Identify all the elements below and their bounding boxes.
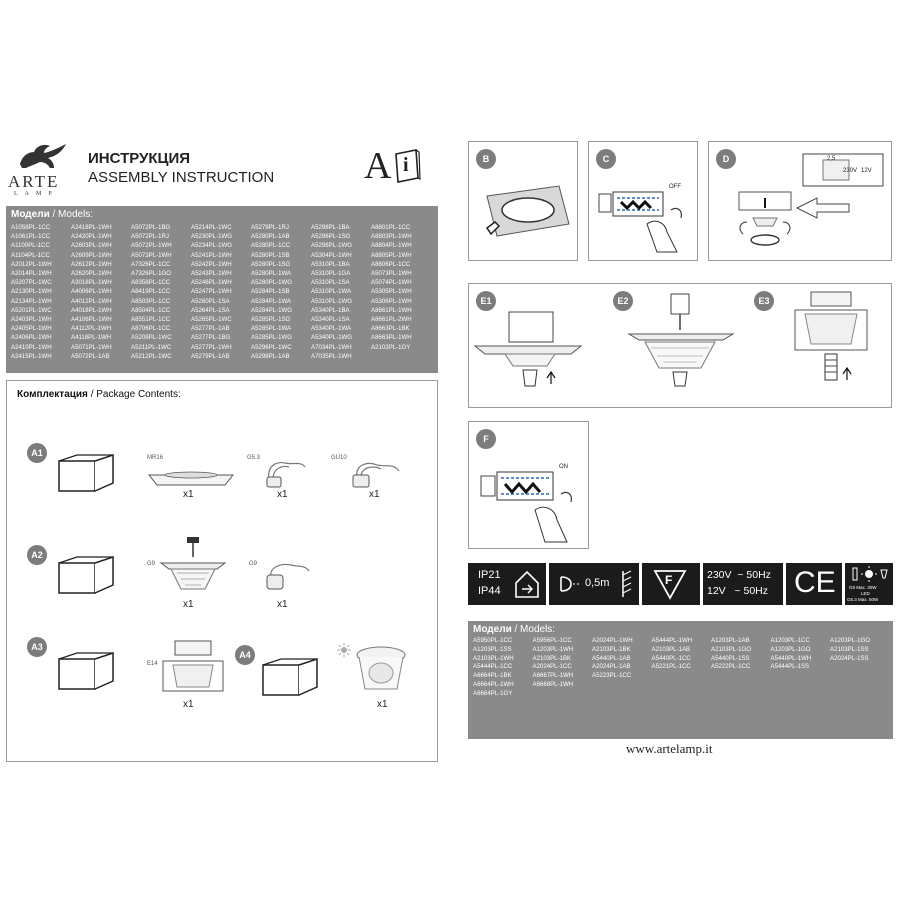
model-code: A5310PL-1WG (311, 297, 352, 305)
model-code (711, 681, 771, 690)
model-code (592, 681, 652, 690)
model-code: A5265PL-1WC (191, 316, 232, 324)
box-icon (55, 555, 117, 597)
switch-off-label: OFF (669, 184, 681, 190)
model-code: A5440PL-1CC (651, 654, 691, 662)
model-code (830, 681, 890, 690)
model-code: A5284PL-1SB (251, 288, 290, 296)
label-mr16: MR16 (147, 455, 164, 461)
model-code: A5072PL-1AB (71, 352, 110, 360)
model-code: A5440PL-1SS (711, 654, 750, 662)
qty-e14: x1 (183, 699, 194, 710)
model-code: A8806PL-1CC (371, 260, 411, 268)
model-code: A1061PL-1CC (11, 233, 51, 241)
model-code: A2406PL-1WH (11, 334, 52, 342)
model-code: A5277PL-1WH (191, 343, 232, 351)
model-code: A5243PL-1WH (191, 270, 232, 278)
model-code: A5306PL-1WH (371, 297, 412, 305)
models-heading (6, 206, 438, 220)
model-code: A4012PL-1WH (71, 297, 112, 305)
install-arrow-image (719, 178, 889, 258)
model-code: A5310PL-1GA (311, 270, 351, 278)
e1-bulb-install-image (475, 306, 585, 402)
models-heading-en: / Models: (514, 624, 556, 635)
square-fixture-image (157, 639, 229, 697)
mr16-frame-image (145, 465, 237, 487)
g9-socket-image (259, 559, 311, 593)
step-e-panel (468, 283, 892, 408)
model-code: A7034PL-1WH (311, 343, 352, 351)
package-contents-panel (6, 380, 438, 762)
box-icon (55, 453, 117, 495)
model-code: A8504PL-1CC (131, 306, 171, 314)
model-code: A5285PL-1WA (251, 325, 292, 333)
qty-mr16: x1 (183, 489, 194, 500)
model-code: A1203PL-1GO (830, 637, 870, 644)
model-code: A5310PL-1BA (311, 260, 350, 268)
model-code: A6667PL-1WH (532, 672, 574, 680)
model-code: A8358PL-1CC (131, 279, 171, 287)
model-code: A4112PL-1WH (71, 325, 112, 333)
model-code: A5264PL-1SA (191, 306, 230, 314)
model-code: A5285PL-1SG (251, 316, 291, 324)
model-code: A4006PL-1WH (71, 288, 112, 296)
row-label-a2: A2 (27, 545, 47, 565)
house-icon (514, 569, 540, 599)
qty-g53: x1 (277, 489, 288, 500)
ceiling-cutout-image (483, 182, 571, 238)
model-code: A5340PL-1SA (311, 316, 350, 324)
spec-lamp-block (845, 563, 893, 605)
model-code: A4106PL-1WH (71, 316, 112, 324)
output-voltage-label: 12V (861, 168, 872, 174)
model-code: A2410PL-1WH (11, 343, 52, 351)
badge-letter: A (364, 145, 392, 187)
model-code: A2024PL-1SS (830, 654, 869, 662)
model-code: A8503PL-1CC (131, 297, 171, 305)
model-code: A5222PL-1CC (711, 663, 751, 671)
model-code: A8661PL-2WH (371, 316, 412, 324)
box-icon (259, 657, 321, 699)
model-code: A5440PL-1WH (770, 654, 812, 662)
step-e1-label: E1 (476, 291, 496, 311)
model-code: A8803PL-1WH (371, 233, 412, 241)
models-grid (6, 223, 438, 361)
website-url[interactable]: www.artelamp.it (626, 741, 713, 756)
step-f-panel (468, 421, 589, 549)
gu10-socket-image (343, 457, 403, 491)
model-code: A5298PL-1SG (311, 233, 351, 241)
instruction-badge (364, 144, 424, 190)
step-b-panel (468, 141, 578, 261)
model-code: A8805PL-1WH (371, 251, 412, 259)
label-g9-socket: G9 (249, 561, 258, 567)
model-code: A5304PL-1WH (311, 251, 352, 259)
model-code: A5444PL-1CC (473, 663, 513, 671)
model-code: A2024PL-1AB (592, 663, 631, 671)
model-code: A5340PL-1WA (311, 325, 352, 333)
model-code: A5073PL-1WH (371, 270, 412, 278)
model-code: A5340PL-1BA (311, 306, 350, 314)
package-title-en: / Package Contents: (90, 389, 181, 400)
label-g9-fixture: G9 (147, 561, 156, 567)
model-code: A6668PL-1WH (532, 680, 574, 688)
model-code: A1058PL-1CC (11, 224, 51, 231)
wire-size-label: 2,5 (827, 156, 836, 162)
lamp-distance-icon (557, 575, 579, 593)
model-code: A5207PL-1WC (11, 279, 52, 287)
model-code (533, 690, 593, 699)
label-e14: E14 (147, 661, 158, 667)
model-code: A2130PL-1WH (11, 288, 52, 296)
model-code (711, 690, 771, 699)
model-code: A7035PL-1WH (311, 352, 352, 360)
g53-socket-image (259, 457, 309, 491)
model-code: A5247PL-1WH (191, 288, 232, 296)
ce-mark: CE (794, 566, 836, 599)
spec-ce-block (786, 563, 842, 605)
qty-gu10: x1 (369, 489, 380, 500)
model-code: A2103PL-1GO (711, 645, 751, 653)
qty-g9-socket: x1 (277, 599, 288, 610)
model-code (830, 663, 890, 672)
qty-g9-fixture: x1 (183, 599, 194, 610)
model-code: A5280PL-1AB (251, 233, 290, 241)
lamp-g53-spec: G5.3 Max. 50W (847, 597, 879, 602)
model-code: A2420PL-1WH (71, 233, 112, 241)
step-b-label: B (476, 149, 496, 169)
models-heading-ru: Модели (11, 209, 50, 220)
model-code: A5284PL-1WA (251, 297, 292, 305)
model-code: A2103PL-1SS (830, 645, 869, 653)
model-code (771, 690, 831, 699)
model-code: A2024PL-1WH (592, 637, 633, 644)
model-code: A5073PL-1WH (131, 251, 172, 259)
model-code: A5279PL-1RJ (251, 224, 289, 231)
model-code: A5221PL-1CC (651, 663, 691, 671)
switch-on-label: ON (559, 464, 568, 470)
model-code: A5223PL-1CC (592, 672, 632, 680)
box-icon (55, 651, 117, 693)
model-code: A5201PL-1WC (11, 306, 52, 314)
model-code (830, 690, 890, 699)
model-code: A2134PL-1WH (11, 297, 52, 305)
model-code: A5260PL-1SA (191, 297, 230, 305)
model-code: A1100PL-1CC (11, 242, 50, 250)
model-code: A6664PL-1GY (473, 689, 513, 697)
model-code: A2103PL-1BK (532, 654, 572, 662)
model-code: A8551PL-1CC (131, 316, 171, 324)
model-code: A2403PL-1WH (11, 316, 52, 324)
lamp-led-spec: LED (861, 591, 870, 596)
model-code: A5310PL-1SA (311, 279, 350, 287)
model-code: A5298PL-1WG (311, 242, 352, 250)
models-heading-en: / Models: (52, 209, 94, 220)
model-code: A8801PL-1CC (371, 224, 411, 231)
min-distance-value: 0,5m (585, 577, 610, 589)
model-code: A5444PL-1SS (770, 663, 810, 671)
model-code: A5074PL-1WH (371, 279, 412, 287)
model-code: A5246PL-1WH (191, 279, 232, 287)
model-code: A5280PL-1CC (251, 242, 291, 250)
lamp-g9-spec: G9 Max. 30W (849, 585, 877, 590)
model-code: A5072PL-1WH (131, 242, 172, 250)
sun-led-icon (337, 643, 351, 657)
model-code: A1203PL-1SS (473, 645, 512, 653)
logo-arte-text: ARTE (8, 172, 60, 191)
voltage-230v: 230V ~ 50Hz (707, 569, 771, 581)
model-code: A5234PL-1WG (191, 242, 232, 250)
model-code: A5444PL-1WH (651, 637, 693, 644)
models-heading-ru: Модели (473, 624, 512, 635)
bulb-types-icon (849, 566, 889, 582)
model-code: A2620PL-1WH (71, 270, 112, 278)
model-code: A5279PL-1AB (191, 352, 230, 360)
model-code: A2024PL-1CC (532, 663, 572, 671)
model-code: A2405PL-1WH (11, 325, 52, 333)
model-code: A5277PL-1BG (191, 334, 231, 342)
model-code: A5305PL-1WH (371, 288, 412, 296)
model-code: A5340PL-1WG (311, 334, 352, 342)
model-code: A8663PL-1BK (371, 325, 410, 333)
model-code: A5296PL-1WC (251, 343, 292, 351)
package-title-ru: Комплектация (17, 389, 88, 400)
model-code (652, 672, 712, 681)
model-code: A5208PL-1WC (131, 334, 172, 342)
model-code: A5956PL-1CC (532, 637, 572, 644)
model-code: A2418PL-1WH (71, 224, 112, 231)
model-code (652, 690, 712, 699)
model-code: A5950PL-1CC (473, 637, 513, 644)
page-title-en: ASSEMBLY INSTRUCTION (88, 169, 275, 186)
model-code: A4018PL-1WH (71, 306, 112, 314)
model-code: A8804PL-1WH (371, 242, 412, 250)
models-list-bottom (468, 621, 893, 739)
model-code: A2612PL-1WH (71, 260, 112, 268)
model-code: A5072PL-1BG (131, 224, 171, 231)
model-code: A5284PL-1WG (251, 306, 292, 314)
model-code: A2103PL-1AB (651, 645, 691, 653)
step-e2-label: E2 (613, 291, 633, 311)
model-code: A7326PL-1CC (131, 260, 171, 268)
model-code: A5280PL-1SG (251, 260, 291, 268)
model-code: A5280PL-1WG (251, 279, 292, 287)
model-code: A5211PL-1WC (131, 343, 172, 351)
griffin-emblem (14, 140, 70, 170)
model-code: A5214PL-1WC (191, 224, 232, 231)
model-code: A2609PL-1WH (71, 251, 112, 259)
package-contents-title (17, 389, 181, 400)
logo-lamp-text: LAMP (14, 191, 59, 197)
model-code (371, 352, 431, 361)
model-code: A5230PL-1WG (191, 233, 232, 241)
page-title-ru: ИНСТРУКЦИЯ (88, 150, 191, 167)
spec-f-block (642, 563, 700, 605)
input-voltage-label: 230V (843, 168, 858, 174)
model-code: A8663PL-1WH (371, 334, 412, 342)
step-c-panel (588, 141, 698, 261)
step-e3-label: E3 (754, 291, 774, 311)
step-d-label: D (716, 149, 736, 169)
model-code: A6664PL-1BK (473, 672, 512, 680)
wall-hatch-icon (621, 571, 633, 597)
model-code: A1203PL-1GO (770, 645, 811, 653)
badge-info-letter: i (403, 154, 409, 176)
model-code: A1203PL-1CC (770, 637, 810, 644)
model-code: A5071PL-1WH (71, 343, 112, 351)
model-code: A5241PL-1WH (191, 251, 232, 259)
model-code: A8706PL-1CC (131, 325, 171, 333)
model-code: A6664PL-1WH (473, 680, 514, 688)
model-code: A7326PL-1GO (131, 270, 171, 278)
model-code: A5280PL-1WA (251, 270, 292, 278)
e3-square-install-image (775, 288, 887, 400)
models-heading (468, 621, 893, 635)
model-code: A5310PL-1WA (311, 288, 352, 296)
model-code: A3018PL-1WH (71, 279, 112, 287)
model-code: A5298PL-1BA (311, 224, 350, 231)
spec-distance-block (549, 563, 639, 605)
qty-led: x1 (377, 699, 388, 710)
model-code: A2415PL-1WH (11, 352, 52, 360)
row-label-a3: A3 (27, 637, 47, 657)
ip44-rating: IP44 (478, 585, 501, 597)
model-code: A1203PL-1WH (532, 645, 574, 653)
spec-ip-block (468, 563, 546, 605)
model-code (652, 681, 712, 690)
f-mark-letter: F (665, 573, 673, 587)
spec-voltage-block (703, 563, 783, 605)
model-code: A5242PL-1WH (191, 260, 232, 268)
model-code (711, 672, 771, 681)
row-label-a1: A1 (27, 443, 47, 463)
model-code: A4118PL-1WH (71, 334, 112, 342)
model-code: A5285PL-1WG (251, 334, 292, 342)
model-code: A2103PL-1GY (371, 343, 411, 351)
model-code: A2103PL-1BK (592, 645, 631, 653)
model-code: A2012PL-1WH (11, 260, 52, 268)
step-d-panel (708, 141, 892, 261)
model-code: A8661PL-1WH (371, 306, 412, 314)
glass-fixture-image (351, 643, 411, 697)
models-list-top (6, 206, 438, 373)
step-f-label: F (476, 429, 496, 449)
model-code: A5072PL-1RJ (131, 233, 169, 241)
model-code: A2103PL-1WH (473, 654, 514, 662)
crystal-fixture-image (157, 535, 229, 595)
model-code: A5298PL-1AB (251, 352, 290, 360)
model-code (771, 681, 831, 690)
model-code: A8419PL-1CC (131, 288, 171, 296)
voltage-12v: 12V ~ 50Hz (707, 585, 768, 597)
wiring-hands-image (597, 188, 693, 254)
model-code: A5280PL-1SB (251, 251, 290, 259)
step-c-label: C (596, 149, 616, 169)
model-code: A1203PL-1AB (711, 637, 750, 644)
model-code (592, 690, 652, 699)
ip21-rating: IP21 (478, 569, 501, 581)
model-code: A2603PL-1WH (71, 242, 112, 250)
models-grid (468, 637, 893, 699)
model-code (771, 672, 831, 681)
model-code (830, 672, 890, 681)
model-code: A2014PL-1WH (11, 270, 52, 278)
label-g53: G5.3 (247, 455, 261, 461)
model-code: A5440PL-1AB (592, 654, 631, 662)
model-code: A1104PL-1CC (11, 251, 50, 259)
model-code: A5212PL-1WC (131, 352, 172, 360)
model-code: A5277PL-1AB (191, 325, 230, 333)
row-label-a4: A4 (235, 645, 255, 665)
label-gu10: GU10 (331, 455, 347, 461)
e2-crystal-install-image (621, 290, 741, 400)
wiring-hands-image (479, 468, 583, 544)
